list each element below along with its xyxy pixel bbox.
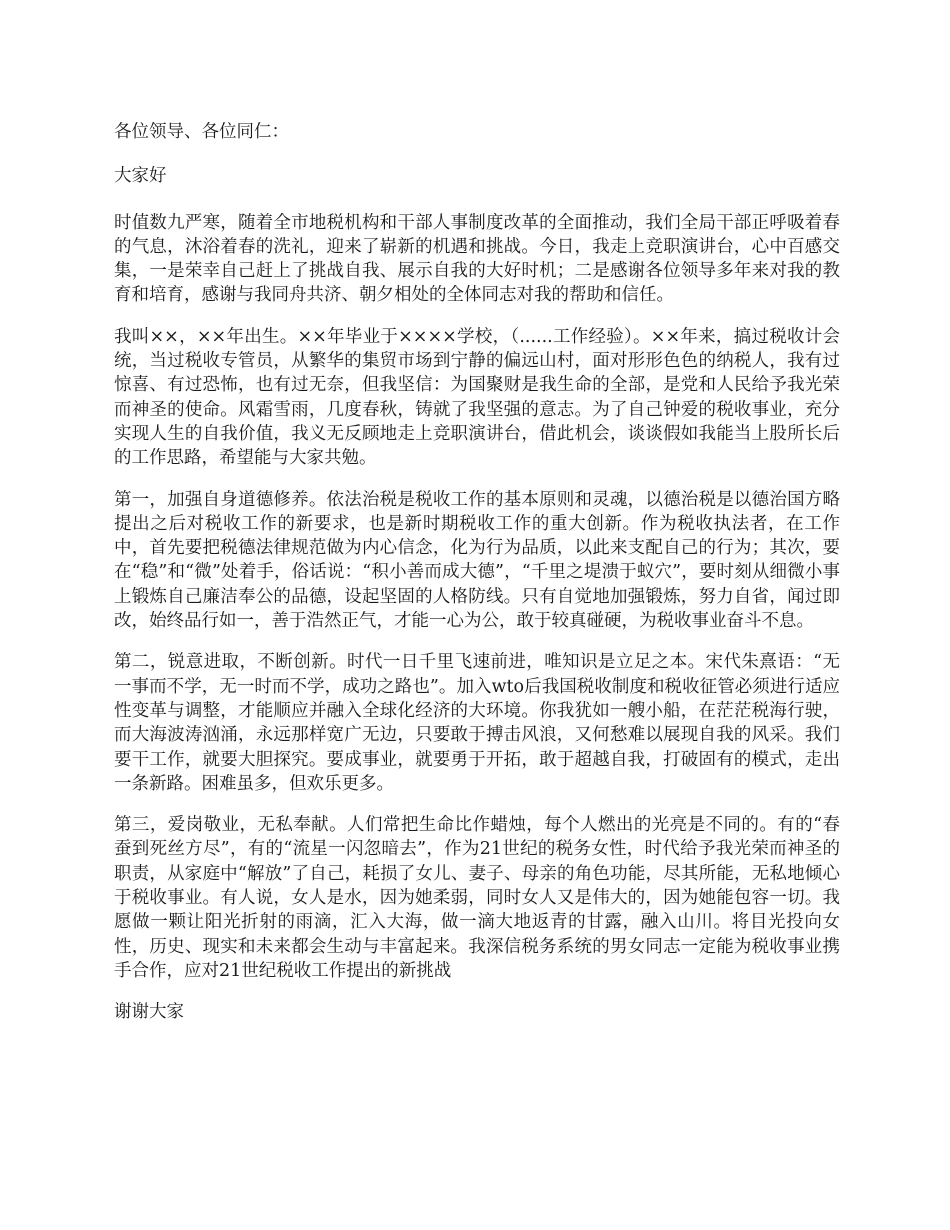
paragraph-point-one: 第一，加强自身道德修养。依法治税是税收工作的基本原则和灵魂，以德治税是以德治国方略提出之后对税收工作的新要求，也是新时期税收工作的重大创新。作为税收执法者，在工作中，首先要把税德法律规范做为内心信念，化为行为品质，以此来支配自己的行为；其次，要在“稳”和“微”处着手，俗话说：“积小善而成大德”，“千里之堤溃于蚁穴”，要时刻从细微小事上锻炼自己廉洁奉公的品德，设起坚固的人格防线。只有自觉地加强锻炼，努力自省，闻过即改，始终品行如一，善于浩然正气，才能一心为公，敢于较真碰硬，为税收事业奋斗不息。 bbox=[114, 489, 840, 632]
salutation: 各位领导、各位同仁： bbox=[114, 122, 289, 142]
document-page bbox=[114, 120, 840, 1042]
paragraph-introduction: 我叫××，××年出生。××年毕业于××××学校，（......工作经验）。××年来，搞过税收计会统，当过税收专管员，从繁华的集贸市场到宁静的偏远山村，面对形形色色的纳税人，我有过惊喜、有过恐怖，也有过无奈，但我坚信：为国聚财是我生命的全部，是党和人民给予我光荣而神圣的使命。风霜雪雨，几度春秋，铸就了我坚强的意志。为了自己钟爱的税收事业，充分实现人生的自我价值，我义无反顾地走上竞职演讲台，借此机会，谈谈假如我能当上股所长后的工作思路，希望能与大家共勉。 bbox=[114, 326, 840, 469]
greeting: 大家好 bbox=[114, 166, 167, 187]
closing: 谢谢大家 bbox=[114, 1002, 184, 1023]
paragraph-point-two: 第二，锐意进取，不断创新。时代一日千里飞速前进，唯知识是立足之本。宋代朱熹语：“无一事而不学，无一时而不学，成功之路也”。加入wto后我国税收制度和税收征管必须进行适应性变革与调整，才能顺应并融入全球化经济的大环境。你我犹如一艘小船，在茫茫税海行驶，而大海波涛汹涌，永远那样宽广无边，只要敢于搏击风浪，又何愁难以展现自我的风采。我们要干工作，就要大胆探究。要成事业，就要勇于开拓，敢于超越自我，打破固有的模式，走出一条新路。困难虽多，但欢乐更多。 bbox=[114, 652, 840, 794]
paragraph-opening: 时值数九严寒，随着全市地税机构和干部人事制度改革的全面推动，我们全局干部正呼吸着春的气息，沐浴着春的洗礼，迎来了崭新的机遇和挑战。今日，我走上竞职演讲台，心中百感交集，一是荣幸自己赶上了挑战自我、展示自我的大好时机；二是感谢各位领导多年来对我的教育和培育，感谢与我同舟共济、朝夕相处的全体同志对我的帮助和信任。 bbox=[114, 212, 840, 306]
paragraph-point-three: 第三，爱岗敬业，无私奉献。人们常把生命比作蜡烛，每个人燃出的光亮是不同的。有的“春蚕到死丝方尽”，有的“流星一闪忽暗去”，作为21世纪的税务女性，时代给予我光荣而神圣的职责，从家庭中“解放”了自己，耗损了女儿、妻子、母亲的角色功能，尽其所能，无私地倾心于税收事业。有人说，女人是水，因为她柔弱，同时女人又是伟大的，因为她能包容一切。我愿做一颗让阳光折射的雨滴，汇入大海，做一滴大地返青的甘露，融入山川。将目光投向女性，历史、现实和未来都会生动与丰富起来。我深信税务系统的男女同志一定能为税收事业携手合作，应对21世纪税收工作提出的新挑战 bbox=[114, 815, 840, 981]
